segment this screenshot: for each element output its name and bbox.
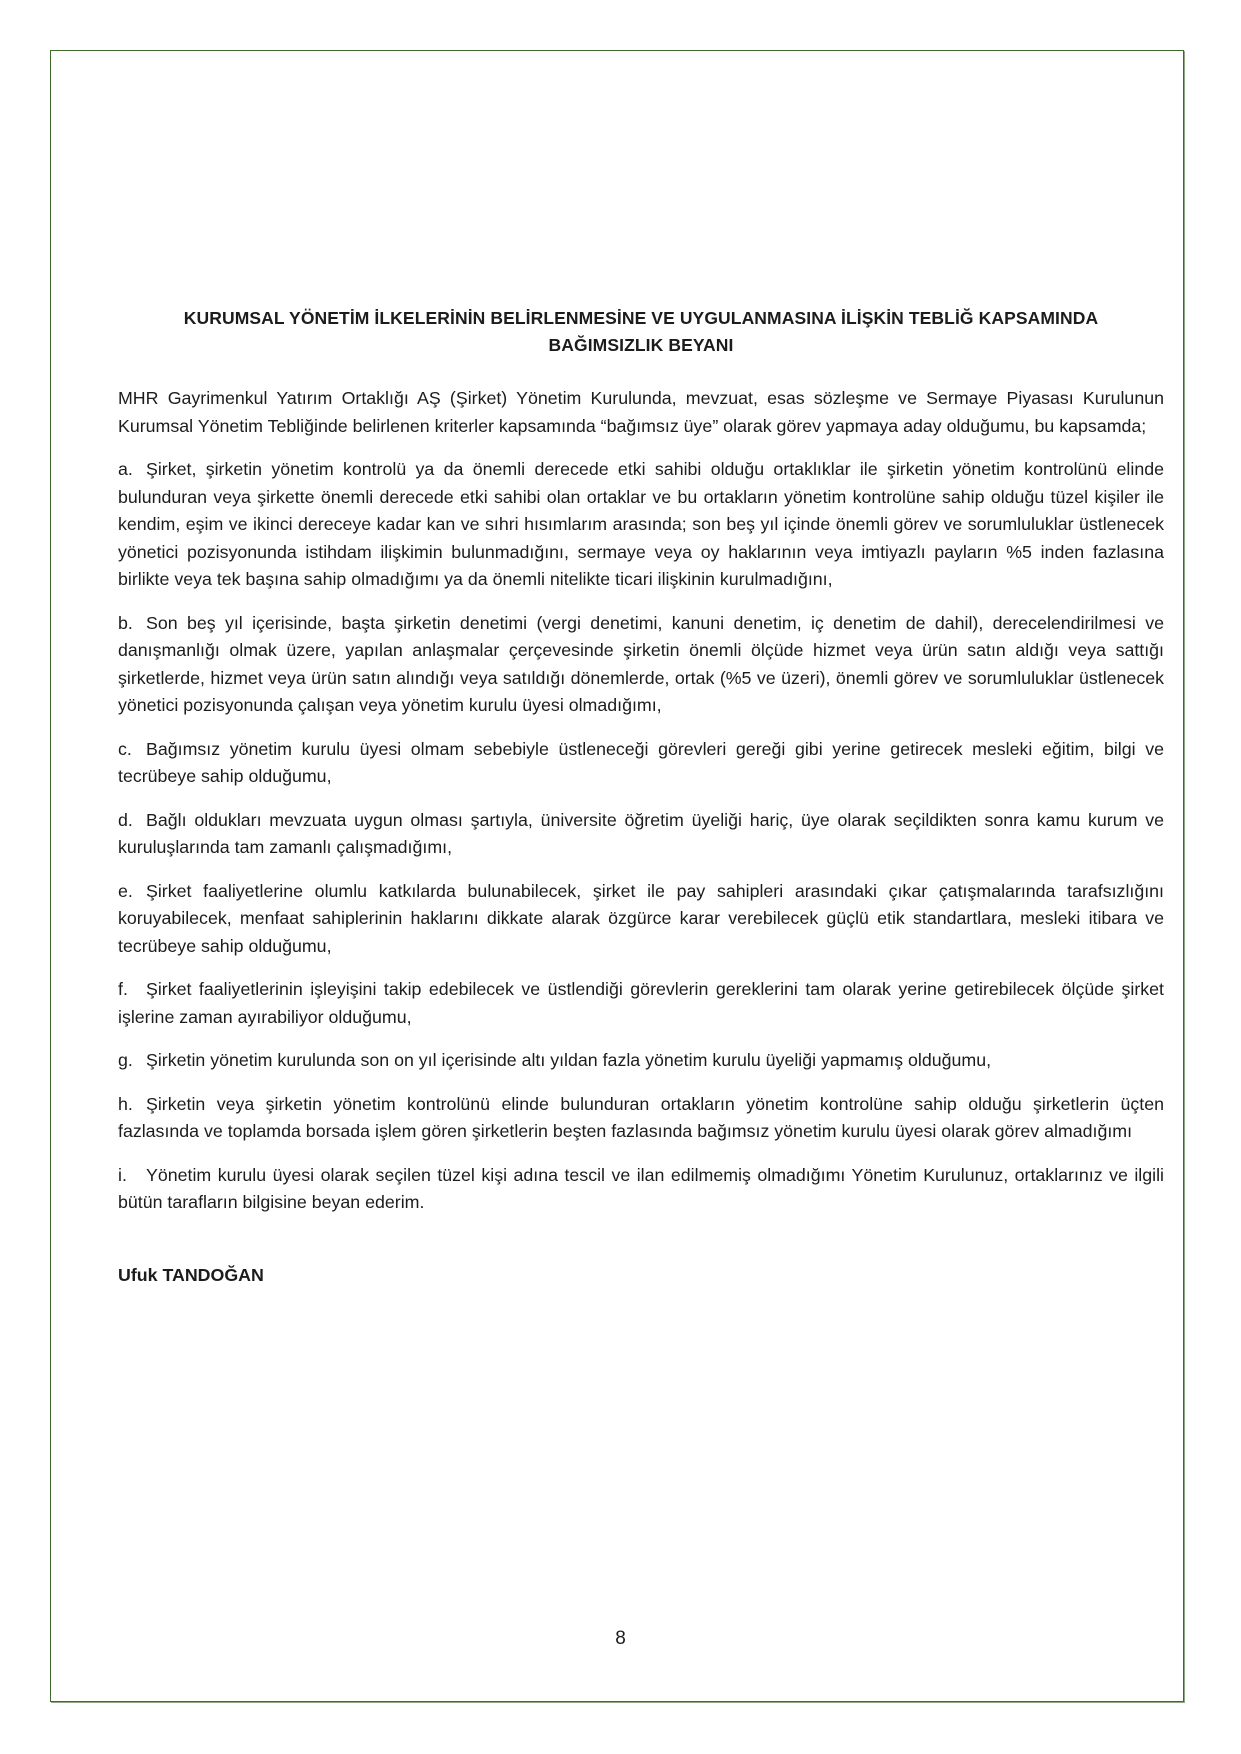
- document-body: [118, 305, 1164, 1286]
- list-item: [118, 807, 1164, 862]
- item-letter: f.: [118, 979, 128, 999]
- title-line-1: KURUMSAL YÖNETİM İLKELERİNİN BELİRLENMESİNE VE UYGULANMASINA İLİŞKİN TEBLİĞ KAPSAMINDA: [183, 308, 1099, 328]
- item-text: Şirketin veya şirketin yönetim kontrolünü elinde bulunduran ortakların yönetim kontrolüne sahip olduğu şirketlerin üçten fazlasında ve toplamda borsada işlem gören şirketlerin beşten fazlasında bağımsız yönetim kurulu üyesi olarak görev almadığımı: [118, 1093, 1164, 1141]
- intro-paragraph: MHR Gayrimenkul Yatırım Ortaklığı AŞ (Şirket) Yönetim Kurulunda, mevzuat, esas sözleşme ve Sermaye Piyasası Kurulunun Kurumsal Yönetim Tebliğinde belirlenen kriterler kapsamında “bağımsız üye” olarak görev yapmaya aday olduğumu, bu kapsamda;: [118, 388, 1164, 436]
- document-title: [118, 305, 1164, 359]
- signature-name: Ufuk TANDOĞAN: [118, 1264, 264, 1285]
- item-letter: b.: [118, 612, 133, 633]
- item-text: Yönetim kurulu üyesi olarak seçilen tüzel kişi adına tescil ve ilan edilmemiş olmadığımı Yönetim Kurulunuz, ortaklarınız ve ilgili bütün tarafların bilgisine beyan ederim.: [118, 1164, 1164, 1212]
- list-item: [118, 878, 1164, 961]
- list-item: [118, 1162, 1164, 1217]
- item-letter: a.: [118, 459, 133, 479]
- item-letter: h.: [118, 1093, 133, 1114]
- page-number: 8: [615, 1628, 626, 1649]
- item-letter: c.: [118, 738, 132, 759]
- title-line-2: BAĞIMSIZLIK BEYANI: [548, 335, 734, 355]
- item-text: Bağımsız yönetim kurulu üyesi olmam sebebiyle üstleneceği görevleri gereği gibi yerine getirecek mesleki eğitim, bilgi ve tecrübeye sahip olduğumu,: [118, 738, 1164, 786]
- item-letter: d.: [118, 809, 133, 830]
- item-text: Son beş yıl içerisinde, başta şirketin denetimi (vergi denetimi, kanuni denetim, iç denetim de dahil), derecelendirilmesi ve danışmanlığı olmak üzere, yapılan anlaşmalar çerçevesinde şirketin önemli ölçüde hizmet veya ürün satın aldığı veya sattığı şirketlerde, hizmet veya ürün satın alındığı veya satıldığı dönemlerde, ortak (%5 ve üzeri), önemli görev ve sorumluluklar üstlenecek yönetici pozisyonunda çalışan veya yönetim kurulu üyesi olmadığımı,: [118, 612, 1164, 715]
- item-text: Şirket faaliyetlerine olumlu katkılarda bulunabilecek, şirket ile pay sahipleri arasındaki çıkar çatışmalarında tarafsızlığını koruyabilecek, menfaat sahiplerinin haklarını dikkate alarak özgürce karar verebilecek güçlü etik standartlara, mesleki itibara ve tecrübeye sahip olduğumu,: [118, 880, 1164, 956]
- list-item: [118, 736, 1164, 791]
- item-text: Şirketin yönetim kurulunda son on yıl içerisinde altı yıldan fazla yönetim kurulu üyeliği yapmamış olduğumu,: [146, 1050, 992, 1070]
- list-item: [118, 1091, 1164, 1146]
- list-item: [118, 976, 1164, 1031]
- list-item: [118, 1047, 1164, 1075]
- item-letter: e.: [118, 880, 133, 901]
- item-text: Bağlı oldukları mevzuata uygun olması şartıyla, üniversite öğretim üyeliği hariç, üye olarak seçildikten sonra kamu kurum ve kuruluşlarında tam zamanlı çalışmadığımı,: [118, 809, 1164, 857]
- item-letter: g.: [118, 1050, 133, 1070]
- item-text: Şirket faaliyetlerinin işleyişini takip edebilecek ve üstlendiği görevlerin gereklerini tam olarak yerine getirebilecek ölçüde şirket işlerine zaman ayırabiliyor olduğumu,: [118, 979, 1164, 1027]
- item-text: Şirket, şirketin yönetim kontrolü ya da önemli derecede etki sahibi olduğu ortaklıklar ile şirketin yönetim kontrolünü elinde bulunduran veya şirkette önemli derecede etki sahibi olan ortaklar ve bu ortakların yönetim kontrolüne sahip olduğu tüzel kişiler ile kendim, eşim ve ikinci dereceye kadar kan ve sıhri hısımlarım arasında; son beş yıl içinde önemli görev ve sorumluluklar üstlenecek yönetici pozisyonunda istihdam ilişkimin bulunmadığını, sermaye veya oy haklarının veya imtiyazlı payların %5 inden fazlasına birlikte veya tek başına sahip olmadığımı ya da önemli nitelikte ticari ilişkinin kurulmadığını,: [118, 459, 1164, 589]
- item-letter: i.: [118, 1164, 127, 1185]
- list-item: [118, 610, 1164, 720]
- list-item: [118, 456, 1164, 594]
